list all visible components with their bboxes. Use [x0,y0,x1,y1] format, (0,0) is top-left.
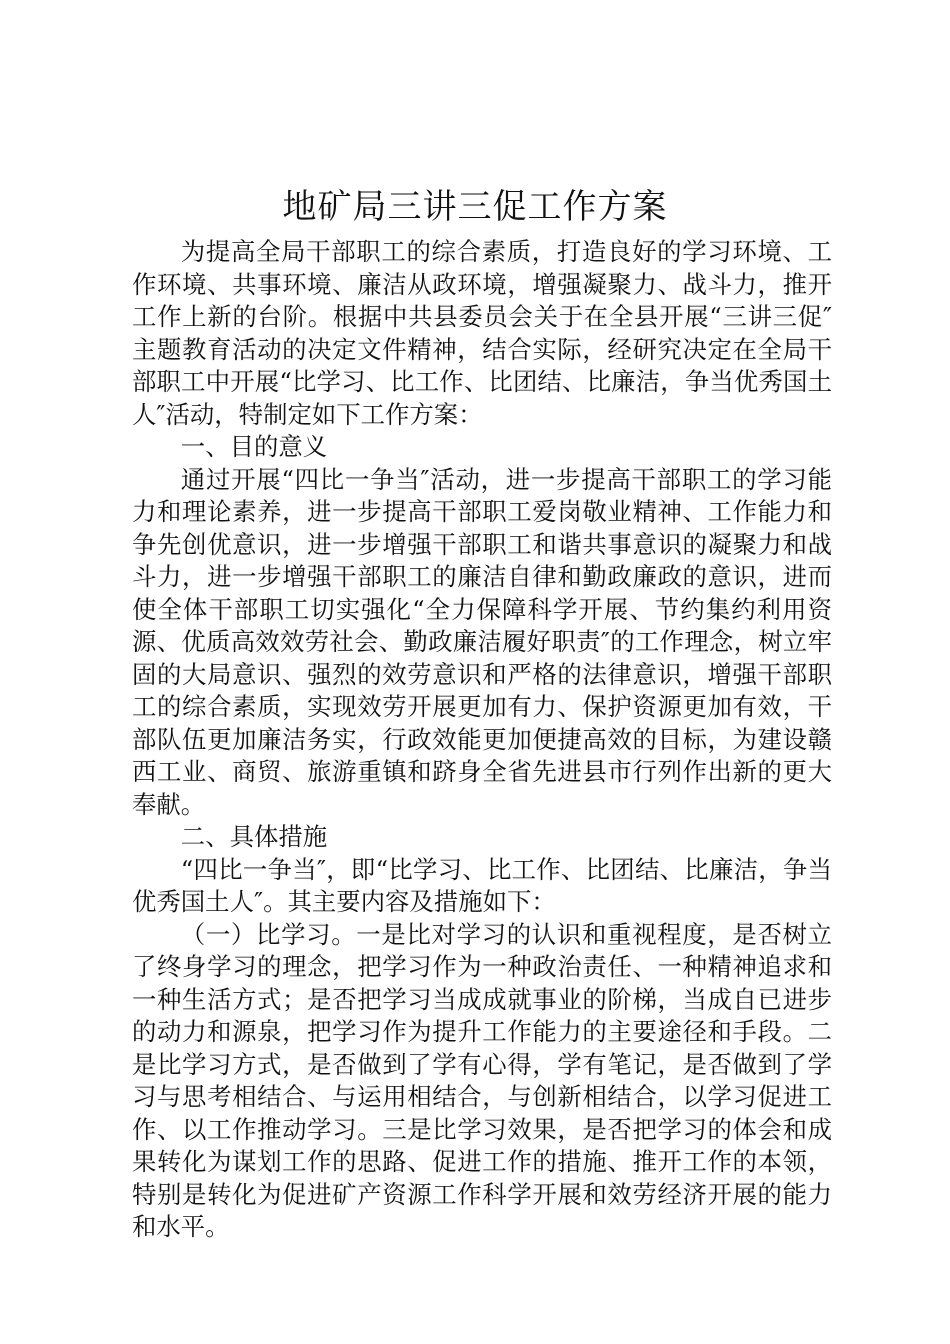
intro-paragraph: 为提高全局干部职工的综合素质，打造良好的学习环境、工作环境、共事环境、廉洁从政环境，增强凝聚力、战斗力，推开工作上新的台阶。根据中共县委员会关于在全县开展“三讲三促″主题教育活动的决定文件精神，结合实际，经研究决定在全局干部职工中开展“比学习、比工作、比团结、比廉洁，争当优秀国土人″活动，特制定如下工作方案： [132,237,832,429]
document-body [132,236,832,1244]
section-heading-measures: 二、具体措施 [180,822,328,851]
section-heading-purpose: 一、目的意义 [180,432,328,461]
purpose-paragraph: 通过开展“四比一争当″活动，进一步提高干部职工的学习能力和理论素养，进一步提高干部职工爱岗敬业精神、工作能力和争先创优意识，进一步增强干部职工和谐共事意识的凝聚力和战斗力，进一步增强干部职工的廉洁自律和勤政廉政的意识，进而使全体干部职工切实强化“全力保障科学开展、节约集约利用资源、优质高效效劳社会、勤政廉洁履好职责″的工作理念，树立牢固的大局意识、强烈的效劳意识和严格的法律意识，增强干部职工的综合素质，实现效劳开展更加有力、保护资源更加有效，干部队伍更加廉洁务实，行政效能更加便捷高效的目标，为建设赣西工业、商贸、旅游重镇和跻身全省先进县市行列作出新的更大奉献。 [132,464,832,819]
measures-intro-paragraph: “四比一争当″，即“比学习、比工作、比团结、比廉洁，争当优秀国土人″。其主要内容及措施如下： [132,854,832,916]
document-title: 地矿局三讲三促工作方案 [282,187,668,227]
measure-study-paragraph: （一）比学习。一是比对学习的认识和重视程度，是否树立了终身学习的理念，把学习作为一种政治责任、一种精神追求和一种生活方式；是否把学习当成成就事业的阶梯，当成自已进步的动力和源泉，把学习作为提升工作能力的主要途径和手段。二是比学习方式，是否做到了学有心得，学有笔记，是否做到了学习与思考相结合、与运用相结合，与创新相结合，以学习促进工作、以工作推动学习。三是比学习效果，是否把学习的体会和成果转化为谋划工作的思路、促进工作的措施、推开工作的本领，特别是转化为促进矿产资源工作科学开展和效劳经济开展的能力和水平。 [132,919,832,1241]
